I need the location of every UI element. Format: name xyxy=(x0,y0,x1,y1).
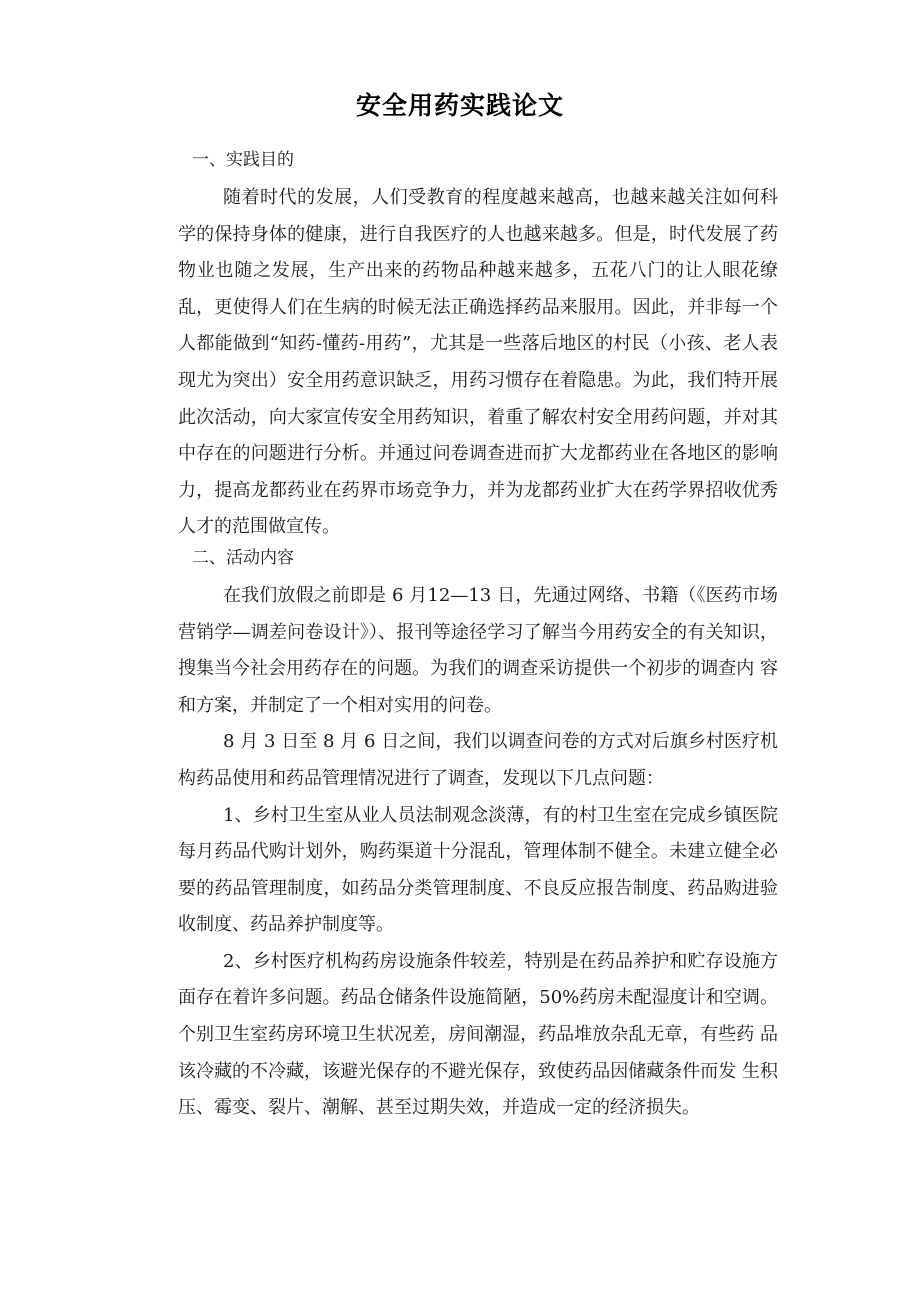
section-heading-activity: 二、活动内容 xyxy=(192,547,294,568)
section-heading-purpose: 一、实践目的 xyxy=(192,150,294,170)
document-title: 安全用药实践论文 xyxy=(355,91,564,120)
paragraph-issue-2: 2、乡村医疗机构药房设施条件较差，特别是在药品养护和贮存设施方面存在着许多问题。药品仓储条件设施简陋，50%药房未配湿度计和空调。 个别卫生室药房环境卫生状况差，房间潮湿，药品堆放杂乱无章，有些药 品该冷藏的不冷藏，该避光保存的不避光保存，致使药品因储藏条件而发 生积压、霉变、裂片、潮解、甚至过期失效，并造成一定的经济损失。 xyxy=(178,950,778,1119)
paragraph-survey: 8 月 3 日至 8 月 6 日之间，我们以调查问卷的方式对后旗乡村医疗机 构药品使用和药品管理情况进行了调查，发现以下几点问题： xyxy=(178,731,778,789)
paragraph-issue-1: 1、乡村卫生室从业人员法制观念淡薄，有的村卫生室在完成乡镇医院每月药品代购计划外，购药渠道十分混乱，管理体制不健全。未建立健全必要的药品管理制度，如药品分类管理制度、不良反应报告制度、药品购进验收制度、药品养护制度等。 xyxy=(178,804,778,936)
paragraph-preparation: 在我们放假之前即是 6 月12—13 日，先通过网络、书籍（《医药市场 营销学—调差问卷设计》）、报刊等途径学习了解当今用药安全的有关知识， 搜集当今社会用药存在的问题。为我们的调查采访提供一个初步的调查内 容和方案，并制定了一个相对实用的问卷。 xyxy=(178,584,778,716)
document-body xyxy=(178,148,778,1127)
paragraph-purpose: 随着时代的发展，人们受教育的程度越来越高，也越来越关注如何科学的保持身体的健康，进行自我医疗的人也越来越多。但是，时代发展了药物业也随之发展，生产出来的药物品种越来越多，五花八门的让人眼花缭乱，更使得人们在生病的时候无法正确选择药品来服用。因此，并非每一个人都能做到“知药-懂药-用药”，尤其是一些落后地区的村民（小孩、老人表现尤为突出）安全用药意识缺乏，用药习惯存在着隐患。为此，我们特开展此次活动，向大家宣传安全用药知识，着重了解农村安全用药问题，并对其中存在的问题进行分析。并通过问卷调查进而扩大龙都药业在各地区的影响力，提高龙都药业在药界市场竞争力，并为龙都药业扩大在药学界招收优秀人才的范围做宣传。 xyxy=(178,187,778,538)
